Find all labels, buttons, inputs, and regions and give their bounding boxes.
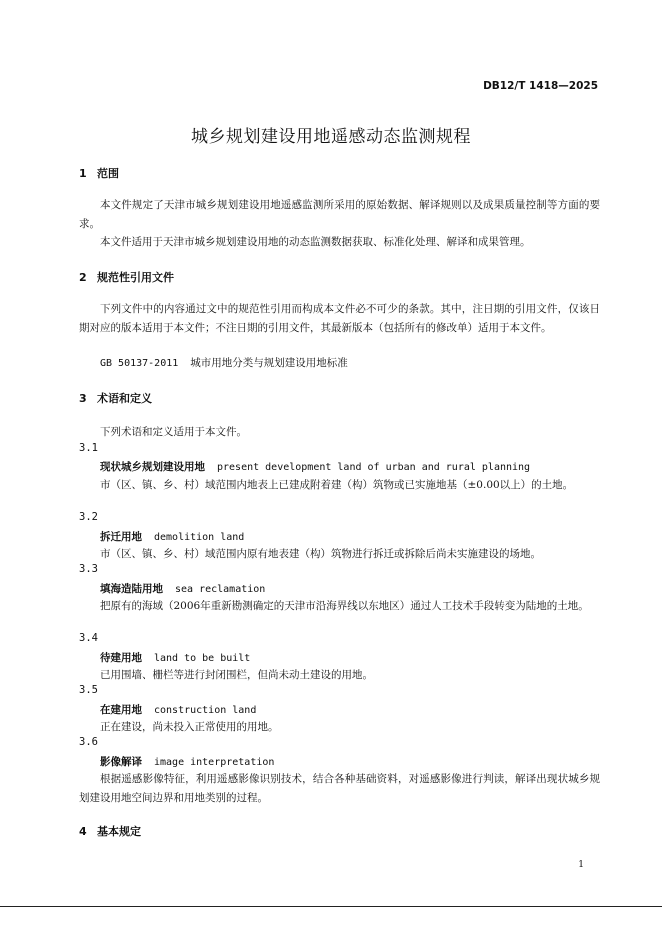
document-title: 城乡规划建设用地遥感动态监测规程: [191, 127, 471, 147]
clause-number: 3.3: [79, 563, 98, 575]
term-entry: [100, 581, 265, 596]
section-title: 范围: [97, 167, 119, 180]
term-zh: 在建用地: [100, 704, 142, 716]
section-title: 规范性引用文件: [97, 271, 174, 284]
clause-number: 3.6: [79, 736, 98, 748]
term-zh: 待建用地: [100, 652, 142, 664]
section-title: 术语和定义: [97, 392, 152, 405]
page-number: 1: [578, 860, 584, 870]
clause-number: 3.1: [79, 442, 98, 454]
term-en: land to be built: [154, 653, 251, 664]
section-number: 3: [79, 392, 87, 405]
paragraph: 下列术语和定义适用于本文件。: [100, 426, 247, 438]
standard-code: DB12/T 1418—2025: [483, 80, 598, 92]
paragraph: 本文件适用于天津市城乡规划建设用地的动态监测数据获取、标准化处理、解译和成果管理。: [100, 236, 531, 248]
term-definition: 正在建设，尚未投入正常使用的用地。: [100, 721, 279, 733]
term-definition: 已用围墙、栅栏等进行封闭围栏，但尚未动土建设的用地。: [100, 669, 373, 681]
term-definition: 根据遥感影像特征，利用遥感影像识别技术，结合各种基础资料，对遥感影像进行判读，解译出现状城乡规划建设用地空间边界和用地类别的过程。: [79, 773, 600, 804]
term-zh: 拆迁用地: [100, 531, 142, 543]
clause-number: 3.5: [79, 684, 98, 696]
term-entry: [100, 650, 250, 665]
section-number: 4: [79, 825, 87, 838]
section-title: 基本规定: [97, 825, 141, 838]
term-zh: 填海造陆用地: [100, 583, 163, 595]
clause-number: 3.4: [79, 632, 98, 644]
section-heading-4: [79, 823, 141, 839]
reference-code: GB 50137-2011: [100, 358, 179, 369]
section-heading-3: [79, 390, 152, 406]
section-number: 1: [79, 167, 87, 180]
term-zh: 影像解译: [100, 756, 142, 768]
term-entry: [100, 754, 274, 769]
term-definition: 市（区、镇、乡、村）域范围内原有地表建（构）筑物进行拆迁或拆除后尚未实施建设的场地。: [100, 548, 541, 560]
term-en: present development land of urban and rural planning: [217, 462, 531, 473]
normative-reference: [100, 355, 348, 370]
paragraph: 本文件规定了天津市城乡规划建设用地遥感监测所采用的原始数据、解译规则以及成果质量控制等方面的要求。: [79, 199, 600, 230]
section-heading-2: [79, 269, 174, 285]
term-entry: [100, 529, 244, 544]
section-number: 2: [79, 271, 87, 284]
clause-number: 3.2: [79, 511, 98, 523]
term-definition: 把原有的海域（2006年重新勘测确定的天津市沿海界线以东地区）通过人工技术手段转变为陆地的土地。: [100, 600, 589, 612]
term-entry: [100, 459, 530, 474]
term-entry: [100, 702, 256, 717]
term-en: demolition land: [154, 532, 245, 543]
section-heading-1: [79, 165, 119, 181]
paragraph: 下列文件中的内容通过文中的规范性引用而构成本文件必不可少的条款。其中，注日期的引用文件，仅该日期对应的版本适用于本文件；不注日期的引用文件，其最新版本（包括所有的修改单）适用于本文件。: [79, 303, 600, 334]
footer-divider: [0, 906, 662, 907]
term-en: sea reclamation: [175, 584, 266, 595]
term-definition: 市（区、镇、乡、村）域范围内地表上已建成附着建（构）筑物或已实施地基（±0.00以上）的土地。: [100, 479, 574, 491]
term-en: image interpretation: [154, 757, 275, 768]
term-zh: 现状城乡规划建设用地: [100, 461, 205, 473]
term-en: construction land: [154, 705, 257, 716]
reference-title: 城市用地分类与规划建设用地标准: [190, 357, 348, 369]
